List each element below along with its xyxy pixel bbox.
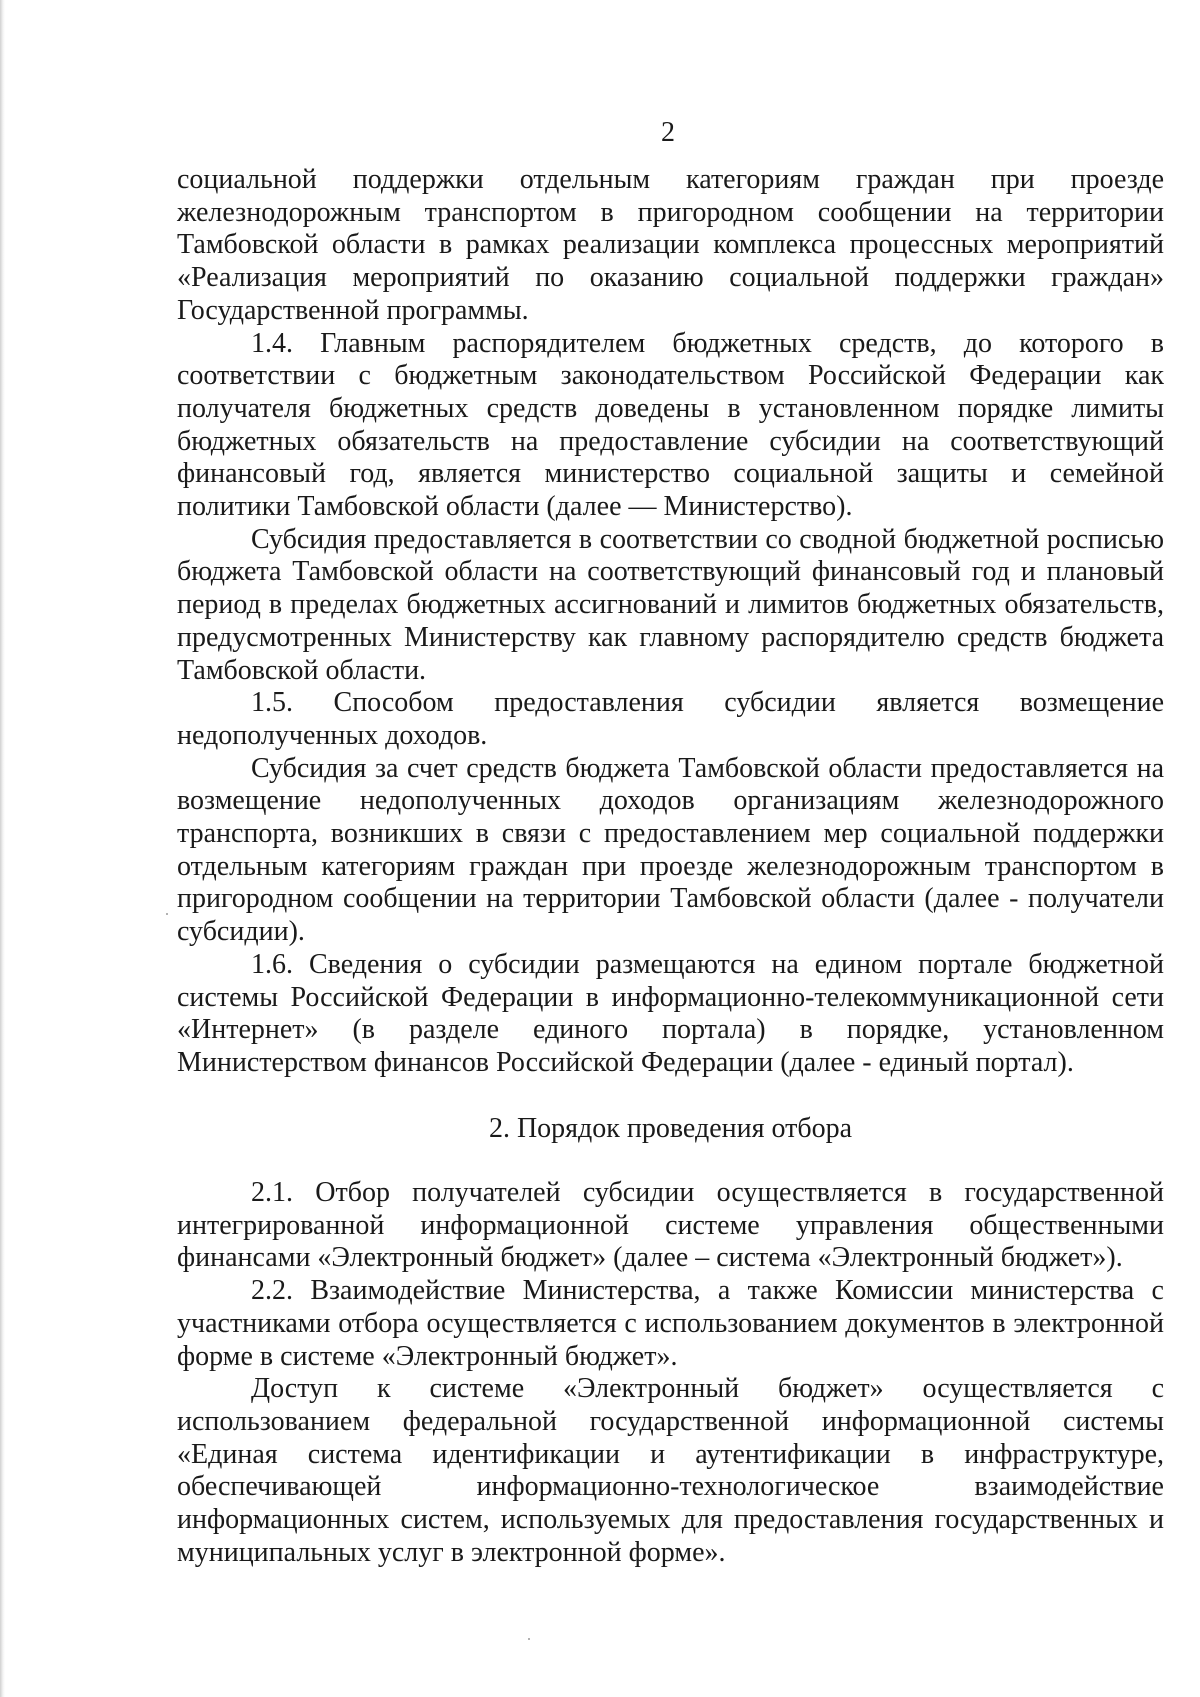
- paragraph-1-6: 1.6. Сведения о субсидии размещаются на едином портале бюджетной системы Российской Федерации в информационно-телекоммуникационной сети «Интернет» (в разделе единого портала) в порядке, установленном Министерством финансов Российской Федерации (далее - единый портал).: [177, 948, 1164, 1078]
- paragraph-2-1: 2.1. Отбор получателей субсидии осуществляется в государственной интегрированной информационной системе управления общественными финансами «Электронный бюджет» (далее – система «Электронный бюджет»).: [177, 1177, 1164, 1274]
- scan-speck: [166, 913, 168, 915]
- paragraph-continuation: социальной поддержки отдельным категориям граждан при проезде железнодорожным транспортом в пригородном сообщении на территории Тамбовской области в рамках реализации комплекса процессных мероприятий «Реализация мероприятий по оказанию социальной поддержки граждан» Государственной программы.: [177, 164, 1164, 326]
- section-title: 2. Порядок проведения отбора: [488, 1113, 853, 1144]
- page-number: 2: [661, 117, 675, 148]
- paragraph-subsidy-budget: Субсидия предоставляется в соответствии со сводной бюджетной росписью бюджета Тамбовской области на соответствующий финансовый год и плановый период в пределах бюджетных ассигнований и лимитов бюджетных обязательств, предусмотренных Министерству как главному распорядителю средств бюджета Тамбовской области.: [177, 523, 1164, 686]
- paragraph-subsidy-recipients: Субсидия за счет средств бюджета Тамбовской области предоставляется на возмещение недополученных доходов организациям железнодорожного транспорта, возникших в связи с предоставлением мер социальной поддержки отдельным категориям граждан при проезде железнодорожным транспортом в пригородном сообщении на территории Тамбовской области (далее - получатели субсидии).: [177, 752, 1164, 948]
- paragraph-2-2: 2.2. Взаимодействие Министерства, а также Комиссии министерства с участниками отбора осуществляется с использованием документов в электронной форме в системе «Электронный бюджет».: [177, 1275, 1164, 1372]
- body-text-top: [177, 164, 1164, 1080]
- body-text-bottom: [177, 1177, 1164, 1569]
- paragraph-1-4: 1.4. Главным распорядителем бюджетных средств, до которого в соответствии с бюджетным законодательством Российской Федерации как получателя бюджетных средств доведены в установленном порядке лимиты бюджетных обязательств на предоставление субсидии на соответствующий финансовый год, является министерство социальной защиты и семейной политики Тамбовской области (далее — Министерство).: [177, 327, 1164, 523]
- paragraph-1-5: 1.5. Способом предоставления субсидии является возмещение недополученных доходов.: [177, 687, 1164, 751]
- scan-speck: [528, 1638, 530, 1640]
- paragraph-access: Доступ к системе «Электронный бюджет» осуществляется с использованием федеральной государственной информационной системы «Единая система идентификации и аутентификации в инфраструктуре, обеспечивающей информационно-технологическое взаимодействие информационных систем, используемых для предоставления государственных и муниципальных услуг в электронной форме».: [177, 1373, 1164, 1568]
- scan-edge: [0, 0, 5, 1697]
